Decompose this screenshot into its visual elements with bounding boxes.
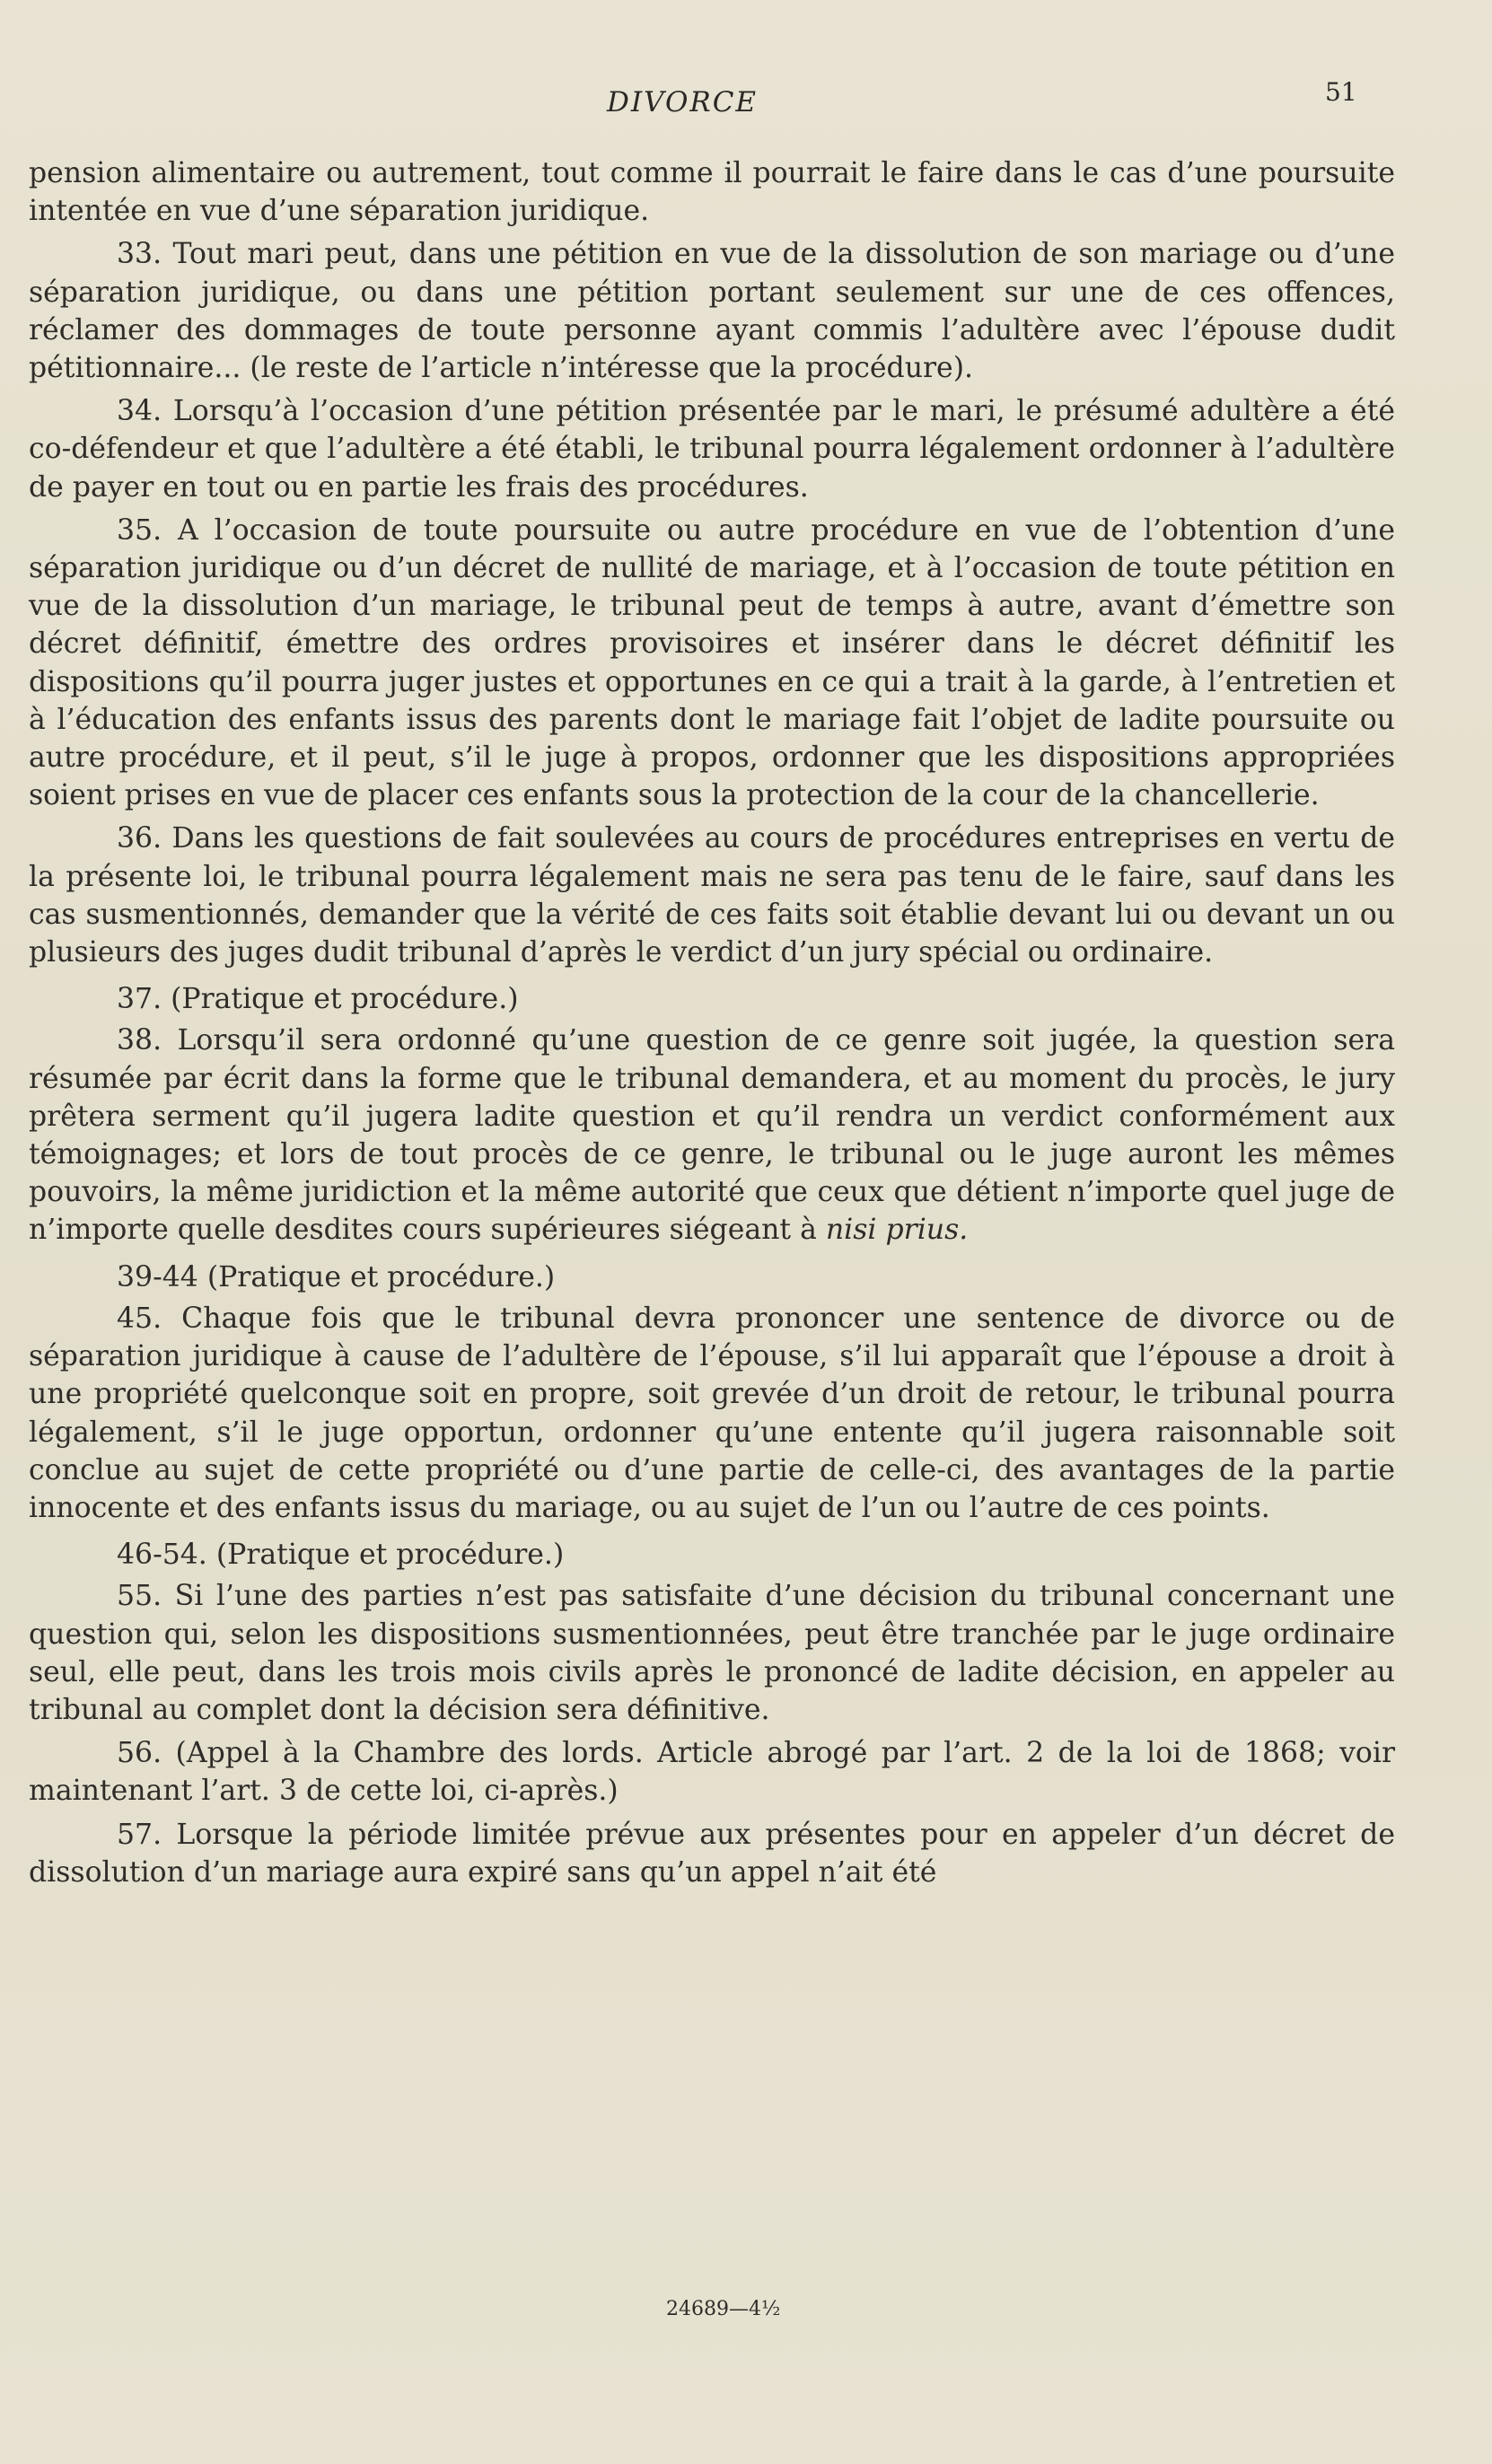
paragraph-article-34: 34. Lorsqu’à l’occasion d’une pétition présentée par le mari, le présumé adultère a été co-défendeur et que l’adultère a été établi, le tribunal pourra légalement ordonner à l’adultère de payer en tout ou en partie les frais des procédures. [29, 395, 1395, 504]
printer-signature: 24689—4½ [666, 2298, 781, 2320]
paragraph-article-57: 57. Lorsque la période limitée prévue aux présentes pour en appeler d’un décret de dissolution d’un mariage aura expiré sans qu’un appel n’ait été [29, 1818, 1395, 1889]
page-header [0, 77, 1492, 131]
paragraph-article-36: 36. Dans les questions de fait soulevées au cours de procédures entreprises en vertu de la présente loi, le tribunal pourra légalement mais ne sera pas tenu de le faire, sauf dans les cas susmentionnés, demander que la vérité de ces faits soit établie devant lui ou devant un ou plusieurs des juges dudit tribunal d’après le verdict d’un jury spécial ou ordinaire. [29, 822, 1395, 969]
paragraph-articles-39-44: 39-44 (Pratique et procédure.) [117, 1260, 556, 1293]
paragraph-article-35: 35. A l’occasion de toute poursuite ou autre procédure en vue de l’obtention d’une séparation juridique ou d’un décret de nullité de mariage, et à l’occasion de toute pétition en vue de la dissolution d’un mariage, le tribunal peut de temps à autre, avant d’émettre son décret définitif, émettre des ordres provisoires et insérer dans le décret définitif les dispositions qu’il pourra juger justes et opportunes en ce qui a trait à la garde, à l’entretien et à l’éducation des enfants issus des parents dont le mariage fait l’objet de ladite poursuite ou autre procédure, et il peut, s’il le juge à propos, ordonner que les dispositions appropriées soient prises en vue de placer ces enfants sous la protection de la cour de la chancellerie. [29, 513, 1395, 812]
paragraph-article-45: 45. Chaque fois que le tribunal devra prononcer une sentence de divorce ou de séparation juridique à cause de l’adultère de l’épouse, s’il lui apparaît que l’épouse a droit à une propriété quelconque soit en propre, soit grevée d’un droit de retour, le tribunal pourra légalement, s’il le juge opportun, ordonner qu’une entente qu’il jugera raisonnable soit conclue au sujet de cette propriété ou d’une partie de celle-ci, des avantages de la partie innocente et des enfants issus du mariage, ou au sujet de l’un ou l’autre de ces points. [29, 1302, 1395, 1524]
article-38-latin-term: nisi prius. [825, 1214, 969, 1247]
running-head: DIVORCE [607, 86, 759, 118]
body-text [29, 154, 1395, 1891]
paragraph-article-38 [29, 1022, 1395, 1249]
paragraph-articles-46-54: 46-54. (Pratique et procédure.) [117, 1539, 565, 1572]
paragraph-continued: pension alimentaire ou autrement, tout comme il pourrait le faire dans le cas d’une poursuite intentée en vue d’une séparation juridique. [29, 157, 1395, 228]
paragraph-article-56: 56. (Appel à la Chambre des lords. Article abrogé par l’art. 2 de la loi de 1868; voir maintenant l’art. 3 de cette loi, ci-après.) [29, 1737, 1395, 1808]
paragraph-article-33: 33. Tout mari peut, dans une pétition en vue de la dissolution de son mariage ou d’une séparation juridique, ou dans une pétition portant seulement sur une de ces offences, réclamer des dommages de toute personne ayant commis l’adultère avec l’épouse dudit pétitionnaire... (le reste de l’article n’intéresse que la procédure). [29, 238, 1395, 385]
paragraph-article-37: 37. (Pratique et procédure.) [117, 983, 519, 1016]
article-38-text: 38. Lorsqu’il sera ordonné qu’une question de ce genre soit jugée, la question sera résumée par écrit dans la forme que le tribunal demandera, et au moment du procès, le jury prêtera serment qu’il jugera ladite question et qu’il rendra un verdict conformément aux témoignages; et lors de tout procès de ce genre, le tribunal ou le juge auront les mêmes pouvoirs, la même juridiction et la même autorité que ceux que détient n’importe quel juge de n’importe quelle desdites cours supérieures siégeant à [29, 1024, 1395, 1247]
paragraph-article-55: 55. Si l’une des parties n’est pas satisfaite d’une décision du tribunal concernant une question qui, selon les dispositions susmentionnées, peut être tranchée par le juge ordinaire seul, elle peut, dans les trois mois civils après le prononcé de ladite décision, en appeler au tribunal au complet dont la décision sera définitive. [29, 1580, 1395, 1726]
page-number: 51 [1325, 77, 1357, 107]
